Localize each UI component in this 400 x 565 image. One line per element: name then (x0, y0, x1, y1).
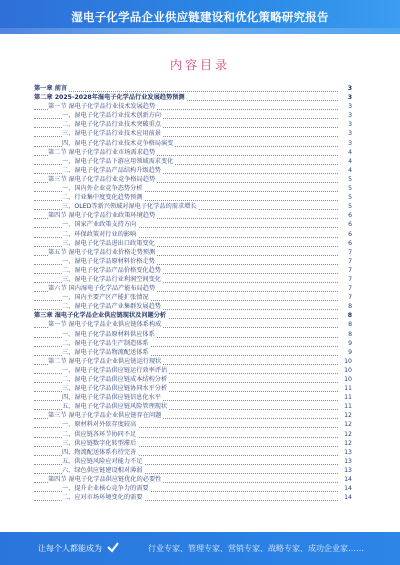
toc-entry-label: 第一节 湿电子化学品行业技术发展趋势 (48, 103, 156, 111)
toc-entry-label: 二、应对市场环境变化的需要 (62, 494, 143, 502)
toc-entry[interactable] (34, 102, 352, 111)
toc-entry-label: 三、湿电子化学品进出口政策变化 (62, 239, 155, 247)
toc-entry-label: 一、国内外企业竞争态势分析 (62, 185, 143, 193)
toc-entry[interactable] (34, 375, 352, 384)
toc-entry[interactable] (34, 266, 352, 275)
toc-entry-page: 5 (348, 185, 352, 193)
toc-entry[interactable] (34, 129, 352, 138)
toc-entry[interactable] (34, 339, 352, 348)
toc-entry-label: 一、原材料对外依存度较高 (62, 421, 137, 429)
toc-entry[interactable] (34, 457, 352, 466)
toc-entry[interactable] (34, 220, 352, 229)
toc-entry-label: 二、湿电子化学品供应链成本结构分析 (62, 376, 168, 383)
toc-entry-label: 第二章 2025-2028年湿电子化学品行业发展趋势预测 (34, 94, 185, 102)
toc-entry-label: 一、湿电子化学品原材料供应体系 (62, 330, 155, 338)
toc-entry-page: 4 (348, 157, 352, 165)
toc-entry-label: 三、湿电子化学品物流配送体系 (62, 348, 149, 356)
toc-entry[interactable] (34, 275, 352, 284)
toc-entry-page: 10 (344, 376, 352, 383)
toc-entry-label: 二、湿电子化学品产品结构升级趋势 (62, 166, 161, 174)
toc-entry-page: 7 (348, 294, 352, 302)
toc-entry-page: 12 (344, 412, 352, 420)
toc-entry[interactable] (34, 111, 352, 120)
footer-slogan: 让每个人都能成为 (38, 544, 102, 553)
toc-entry[interactable] (34, 184, 352, 193)
toc-entry-label: 第三章 湿电子化学品企业供应链现状及问题分析 (34, 312, 167, 320)
toc-entry[interactable] (34, 148, 352, 157)
toc-entry[interactable] (34, 439, 352, 448)
toc-entry[interactable] (34, 248, 352, 257)
toc-entry-page: 6 (348, 239, 352, 247)
toc-entry-label: 三、供应链数字化转型滞后 (62, 439, 137, 447)
toc-entry-label: 二、湿电子化学品产业集群发展趋势 (62, 303, 161, 311)
toc-entry-page: 12 (344, 421, 352, 429)
toc-entry-page: 3 (348, 139, 352, 147)
footer-tagline: 行业专家、管理专家、营销专家、战略专家、成功企业家…… (148, 544, 364, 553)
toc-entry-label: 第一节 湿电子化学品企业供应链体系构成 (48, 321, 162, 329)
toc-entry[interactable] (34, 293, 352, 302)
toc-entry-page: 14 (344, 485, 352, 493)
toc-entry-page: 5 (348, 175, 352, 183)
toc-entry-page: 8 (347, 312, 352, 320)
toc-entry[interactable] (34, 320, 352, 329)
toc-entry[interactable] (34, 384, 352, 393)
toc-entry[interactable] (34, 139, 352, 148)
toc-entry-page: 11 (344, 385, 352, 393)
toc-entry-label: 第四节 湿电子化学品行业政策环境趋势 (48, 212, 156, 220)
toc-entry-label: 二、行业集中度变化趋势预测 (62, 194, 143, 202)
toc-entry[interactable] (34, 93, 352, 102)
toc-entry-label: 一、湿电子化学品原材料价格走势 (62, 257, 155, 265)
toc-entry-label: 第二节 湿电子化学品企业供应链运行现状 (48, 357, 162, 365)
header-decoration (0, 28, 400, 34)
toc-entry-page: 10 (344, 366, 352, 374)
toc-entry[interactable] (34, 284, 352, 293)
toc-entry[interactable] (34, 393, 352, 402)
toc-entry[interactable] (34, 211, 352, 220)
toc-entry-page: 12 (344, 439, 352, 447)
toc-entry[interactable] (34, 302, 352, 311)
toc-entry-page: 8 (348, 330, 352, 338)
toc-entry[interactable] (34, 430, 352, 439)
toc-entry[interactable] (34, 448, 352, 457)
toc-entry-label: 六、绿色供应链建设相对薄弱 (62, 466, 143, 474)
toc-entry-label: 四、湿电子化学品行业技术竞争格局演变 (62, 139, 174, 147)
toc-entry-page: 4 (348, 148, 352, 156)
report-title: 湿电子化学品企业供应链建设和优化策略研究报告 (71, 10, 329, 24)
toc-entry-label: 五、供应链风险应对能力不足 (62, 457, 143, 465)
toc-entry-label: 四、湿电子化学品供应链信息化水平 (62, 394, 161, 402)
toc-entry-label: 二、环保政策对行业的影响 (62, 230, 137, 238)
toc-entry[interactable] (34, 402, 352, 411)
toc-entry-page: 7 (348, 285, 352, 293)
toc-entry-page: 11 (344, 394, 352, 402)
toc-entry[interactable] (34, 466, 352, 475)
toc-entry-page: 6 (348, 221, 352, 229)
toc-entry-page: 13 (344, 457, 352, 465)
toc-entry-page: 13 (344, 448, 352, 456)
toc-entry-label: 第六节 国内湿电子化学品产能布局趋势 (48, 285, 156, 293)
toc-entry-label: 第五节 湿电子化学品行业价格走势预测 (48, 248, 156, 256)
toc-leader-dots (34, 90, 338, 92)
toc-entry[interactable] (34, 120, 352, 129)
toc-entry[interactable] (34, 166, 352, 175)
toc-entry[interactable] (34, 411, 352, 420)
toc-entry-page: 14 (344, 476, 352, 484)
toc-entry-page: 11 (344, 403, 352, 411)
toc-entry-label: 第二节 湿电子化学品行业市场需求趋势 (48, 148, 156, 156)
toc-entry-label: 一、提升企业核心竞争力的需要 (62, 485, 149, 493)
toc-entry-label: 二、供应链各环节协同不足 (62, 430, 137, 438)
toc-entry-page: 9 (348, 348, 352, 356)
toc-entry-label: 五、湿电子化学品供应链风险管理现状 (62, 403, 168, 411)
toc-entry-label: 第三节 湿电子化学品行业竞争格局趋势 (48, 175, 156, 183)
toc-entry-label: 第四节 湿电子化学品供应链优化的必要性 (48, 476, 162, 484)
toc-entry-label: 第三节 湿电子化学品企业供应链存在问题 (48, 412, 162, 420)
toc-entry-page: 7 (348, 257, 352, 265)
toc-entry[interactable] (34, 366, 352, 375)
toc-entry-page: 7 (348, 266, 352, 274)
toc-entry-label: 一、湿电子化学品供应链运行效率评估 (62, 366, 168, 374)
toc-entry-label: 一、湿电子化学品下游应用领域需求变化 (62, 157, 174, 165)
toc-entry-label: 第一章 前言 (34, 85, 68, 92)
toc-entry[interactable] (34, 475, 352, 484)
toc-entry-page: 6 (348, 212, 352, 220)
toc-entry-page: 14 (344, 494, 352, 502)
toc-entry-label: 三、OLED等新兴领域对湿电子化学品的需求增长 (62, 203, 197, 211)
toc-entry-page: 3 (348, 103, 352, 111)
toc-entry[interactable] (34, 84, 352, 93)
toc-entry-label: 一、国内主要产区产能扩张情况 (62, 294, 149, 302)
toc-entry-page: 6 (348, 230, 352, 238)
toc-entry[interactable] (34, 239, 352, 248)
toc-entry-label: 三、湿电子化学品行业利润空间变化 (62, 275, 161, 283)
toc-entry[interactable] (34, 493, 352, 502)
toc-entry-page: 3 (347, 85, 352, 92)
toc-entry-page: 10 (344, 357, 352, 365)
report-header (0, 0, 400, 34)
toc-entry-label: 二、湿电子化学品产品价格变化趋势 (62, 266, 161, 274)
toc-entry[interactable] (34, 330, 352, 339)
toc-entry[interactable] (34, 175, 352, 184)
toc-entry-page: 13 (344, 466, 352, 474)
report-footer (0, 532, 400, 565)
toc-entry-page: 3 (348, 112, 352, 120)
toc-entry-page: 3 (348, 121, 352, 129)
toc-entry-label: 二、湿电子化学品行业技术突破重点 (62, 121, 161, 129)
toc-entry[interactable] (34, 357, 352, 366)
toc-entry-label: 三、湿电子化学品供应链协同水平分析 (62, 385, 168, 393)
toc-entry-label: 三、湿电子化学品行业技术应用前景 (62, 130, 161, 138)
toc-entry-label: 四、物流配送体系有待完善 (62, 448, 137, 456)
table-of-contents (34, 84, 352, 502)
toc-entry[interactable] (34, 420, 352, 429)
toc-entry-page: 12 (344, 430, 352, 438)
toc-entry[interactable] (34, 348, 352, 357)
toc-entry[interactable] (34, 230, 352, 239)
toc-heading: 内容目录 (169, 58, 230, 72)
toc-entry-page: 7 (348, 248, 352, 256)
toc-entry-page: 3 (348, 130, 352, 138)
toc-entry[interactable] (34, 311, 352, 320)
toc-entry-page: 9 (348, 339, 352, 347)
check-icon (106, 540, 120, 554)
toc-entry-label: 一、湿电子化学品行业技术创新方向 (62, 112, 161, 120)
toc-entry-label: 二、湿电子化学品生产制造体系 (62, 339, 149, 347)
toc-entry-label: 一、国家产业政策支持方向 (62, 221, 137, 229)
toc-entry[interactable] (34, 193, 352, 202)
toc-entry[interactable] (34, 157, 352, 166)
toc-entry[interactable] (34, 202, 352, 211)
toc-entry-page: 7 (348, 275, 352, 283)
toc-entry-page: 8 (348, 321, 352, 329)
toc-entry[interactable] (34, 257, 352, 266)
toc-entry-page: 4 (348, 166, 352, 174)
toc-entry-page: 5 (348, 194, 352, 202)
toc-entry-page: 8 (348, 303, 352, 311)
toc-entry-page: 5 (348, 203, 352, 211)
toc-entry-page: 3 (347, 94, 352, 102)
toc-entry[interactable] (34, 484, 352, 493)
